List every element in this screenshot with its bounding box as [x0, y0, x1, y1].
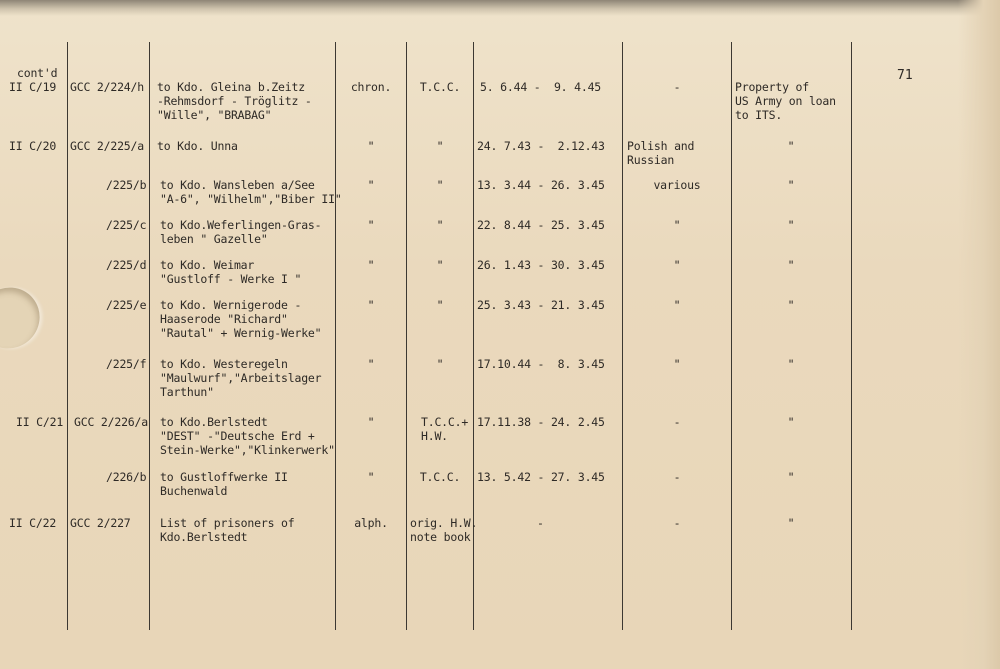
reference-number: GCC 2/226/a: [74, 415, 148, 429]
date-range: 5. 6.44 - 9. 4.45: [480, 80, 602, 94]
arrangement: ": [367, 357, 375, 371]
nationality: ": [673, 218, 681, 232]
description-line: to Kdo.Berlstedt: [160, 415, 268, 429]
column-rule: [851, 42, 852, 630]
column-rule: [335, 42, 336, 630]
description-line: to Kdo. Wernigerode -: [160, 298, 302, 312]
remark-line: US Army on loan: [735, 94, 836, 108]
remark-line: to ITS.: [735, 108, 783, 122]
remark-line: ": [787, 258, 795, 272]
arrangement: ": [367, 139, 375, 153]
nationality: ": [673, 357, 681, 371]
remark-line: ": [787, 139, 795, 153]
nationality: ": [673, 258, 681, 272]
punch-hole: [0, 275, 52, 361]
description-line: "DEST" -"Deutsche Erd +: [160, 429, 315, 443]
record-kind: ": [436, 178, 444, 192]
description-line: "Gustloff - Werke I ": [160, 272, 302, 286]
description-line: Haaserode "Richard": [160, 312, 288, 326]
description-line: Stein-Werke","Klinkerwerk": [160, 443, 335, 457]
nationality: Russian: [627, 153, 675, 167]
reference-number: /225/d: [106, 258, 147, 272]
arrangement: ": [367, 258, 375, 272]
remark-line: ": [787, 357, 795, 371]
date-range: 26. 1.43 - 30. 3.45: [477, 258, 605, 272]
reference-number: /225/e: [106, 298, 147, 312]
record-kind: ": [436, 139, 444, 153]
description-line: to Gustloffwerke II: [160, 470, 288, 484]
column-rule: [731, 42, 732, 630]
date-range: 17.11.38 - 24. 2.45: [477, 415, 605, 429]
nationality: -: [673, 80, 681, 94]
remark-line: ": [787, 470, 795, 484]
arrangement: ": [367, 298, 375, 312]
column-rule: [622, 42, 623, 630]
description-line: List of prisoners of: [160, 516, 295, 530]
description-line: to Kdo. Unna: [157, 139, 238, 153]
record-kind: orig. H.W.: [410, 516, 478, 530]
record-kind: ": [436, 357, 444, 371]
description-line: Buchenwald: [160, 484, 228, 498]
nationality: -: [673, 415, 681, 429]
reference-number: GCC 2/227: [70, 516, 131, 530]
remark-line: ": [787, 415, 795, 429]
remark-line: ": [787, 516, 795, 530]
description-line: Kdo.Berlstedt: [160, 530, 248, 544]
date-range: 13. 3.44 - 26. 3.45: [477, 178, 605, 192]
nationality: ": [673, 298, 681, 312]
arrangement: ": [367, 218, 375, 232]
page-edge: [958, 0, 1000, 669]
arrangement: ": [367, 178, 375, 192]
date-range: 25. 3.43 - 21. 3.45: [477, 298, 605, 312]
reference-number: GCC 2/224/h: [70, 80, 144, 94]
remark-line: ": [787, 298, 795, 312]
description-line: to Kdo. Westeregeln: [160, 357, 288, 371]
description-line: to Kdo.Weferlingen-Gras-: [160, 218, 322, 232]
nationality: -: [673, 470, 681, 484]
date-range: -: [537, 516, 544, 530]
reference-number: /225/f: [106, 357, 147, 371]
column-rule: [406, 42, 407, 630]
date-range: 17.10.44 - 8. 3.45: [477, 357, 605, 371]
section-code: II C/21: [16, 415, 64, 429]
reference-number: /225/c: [106, 218, 147, 232]
description-line: to Kdo. Gleina b.Zeitz: [157, 80, 305, 94]
section-code: II C/20: [9, 139, 57, 153]
description-line: "Wille", "BRABAG": [157, 108, 272, 122]
record-kind: ": [436, 218, 444, 232]
reference-number: GCC 2/225/a: [70, 139, 144, 153]
continued-label: cont'd: [17, 66, 58, 80]
record-kind: T.C.C.+: [421, 415, 469, 429]
remark-line: Property of: [735, 80, 809, 94]
arrangement: ": [367, 415, 375, 429]
description-line: "A-6", "Wilhelm","Biber II": [160, 192, 342, 206]
reference-number: /225/b: [106, 178, 147, 192]
record-kind: T.C.C.: [419, 80, 461, 94]
description-line: to Kdo. Weimar: [160, 258, 255, 272]
description-line: -Rehmsdorf - Tröglitz -: [157, 94, 312, 108]
arrangement: chron.: [350, 80, 392, 94]
date-range: 24. 7.43 - 2.12.43: [477, 139, 605, 153]
record-kind: ": [436, 258, 444, 272]
record-kind: ": [436, 298, 444, 312]
description-line: leben " Gazelle": [160, 232, 268, 246]
column-rule: [149, 42, 150, 630]
reference-number: /226/b: [106, 470, 147, 484]
arrangement: alph.: [354, 516, 388, 530]
description-line: "Rautal" + Wernig-Werke": [160, 326, 322, 340]
date-range: 22. 8.44 - 25. 3.45: [477, 218, 605, 232]
remark-line: ": [787, 178, 795, 192]
description-line: Tarthun": [160, 385, 214, 399]
column-rule: [473, 42, 474, 630]
page-number: 71: [897, 68, 913, 83]
column-rule: [67, 42, 68, 630]
description-line: "Maulwurf","Arbeitslager: [160, 371, 322, 385]
description-line: to Kdo. Wansleben a/See: [160, 178, 315, 192]
nationality: various: [653, 178, 701, 192]
record-kind: note book: [410, 530, 471, 544]
nationality: Polish and: [627, 139, 695, 153]
nationality: -: [673, 516, 681, 530]
remark-line: ": [787, 218, 795, 232]
binding-shadow: [0, 0, 1000, 16]
arrangement: ": [367, 470, 375, 484]
section-code: II C/22: [9, 516, 57, 530]
record-kind: H.W.: [421, 429, 448, 443]
record-kind: T.C.C.: [419, 470, 461, 484]
section-code: II C/19: [9, 80, 57, 94]
date-range: 13. 5.42 - 27. 3.45: [477, 470, 605, 484]
